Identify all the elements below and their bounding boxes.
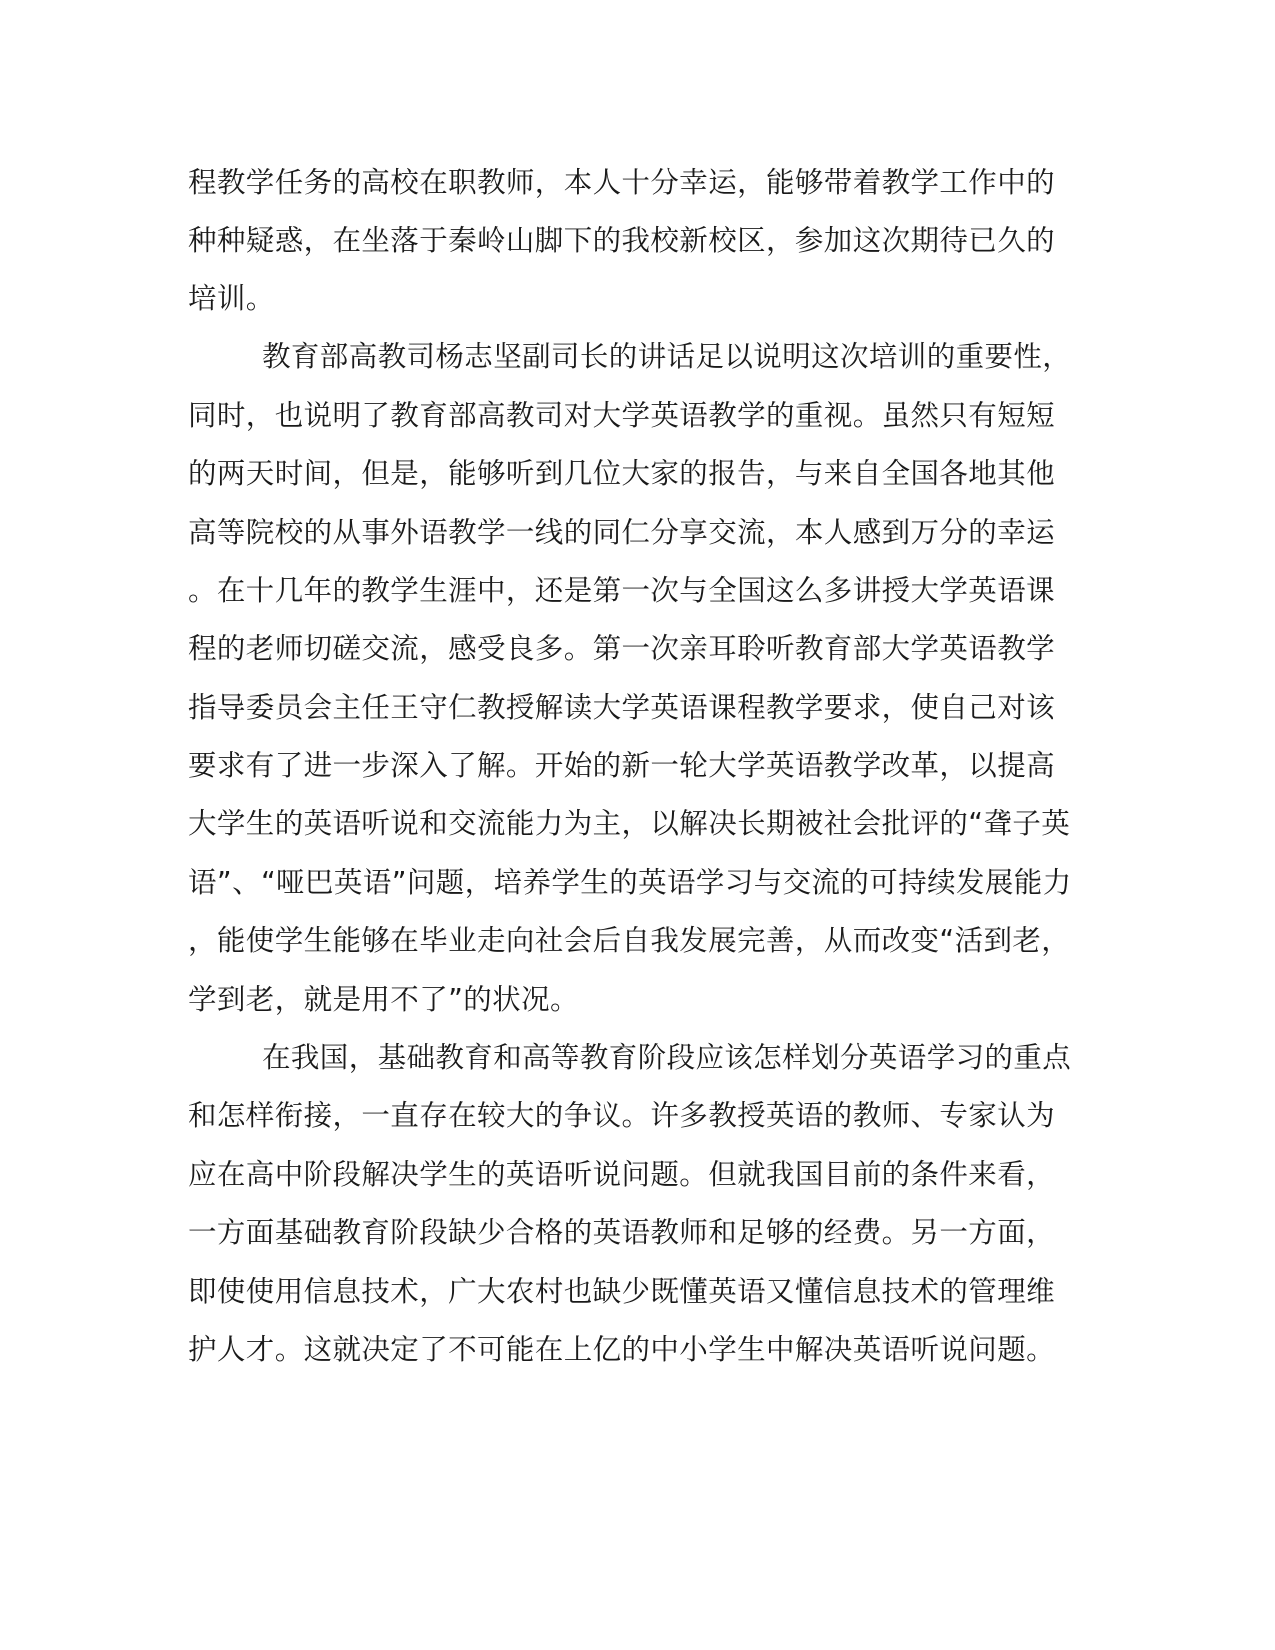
paragraph-line: 在我国，基础教育和高等教育阶段应该怎样划分英语学习的重点 <box>262 1041 1072 1074</box>
paragraph-line: 高等院校的从事外语教学一线的同仁分享交流，本人感到万分的幸运 <box>188 516 1056 549</box>
paragraph-line: 培训。 <box>188 282 275 315</box>
paragraph-line: 教育部高教司杨志坚副司长的讲话足以说明这次培训的重要性， <box>262 340 1072 373</box>
paragraph-line: 的两天时间，但是，能够听到几位大家的报告，与来自全国各地其他 <box>188 457 1056 490</box>
paragraph-line: 一方面基础教育阶段缺少合格的英语教师和足够的经费。另一方面， <box>188 1216 1056 1249</box>
paragraph-line: 和怎样衔接，一直存在较大的争议。许多教授英语的教师、专家认为 <box>188 1099 1056 1132</box>
paragraph-line: 要求有了进一步深入了解。开始的新一轮大学英语教学改革，以提高 <box>188 749 1056 782</box>
paragraph-line: 指导委员会主任王守仁教授解读大学英语课程教学要求，使自己对该 <box>188 691 1056 724</box>
paragraph-line: 程教学任务的高校在职教师，本人十分幸运，能够带着教学工作中的 <box>188 166 1056 199</box>
paragraph-line: 种种疑惑，在坐落于秦岭山脚下的我校新校区，参加这次期待已久的 <box>188 224 1056 257</box>
paragraph-line: 程的老师切磋交流，感受良多。第一次亲耳聆听教育部大学英语教学 <box>188 632 1056 665</box>
paragraph-line: 同时，也说明了教育部高教司对大学英语教学的重视。虽然只有短短 <box>188 399 1056 432</box>
paragraph-line: 。在十几年的教学生涯中，还是第一次与全国这么多讲授大学英语课 <box>188 574 1056 607</box>
paragraph-line: 应在高中阶段解决学生的英语听说问题。但就我国目前的条件来看， <box>188 1158 1056 1191</box>
paragraph-line: 大学生的英语听说和交流能力为主，以解决长期被社会批评的“聋子英 <box>188 807 1071 840</box>
paragraph-line: ，能使学生能够在毕业走向社会后自我发展完善，从而改变“活到老， <box>188 924 1071 957</box>
paragraph-line: 护人才。这就决定了不可能在上亿的中小学生中解决英语听说问题。 <box>188 1333 1056 1366</box>
paragraph-line: 学到老，就是用不了”的状况。 <box>188 983 579 1016</box>
paragraph-line: 即使使用信息技术，广大农村也缺少既懂英语又懂信息技术的管理维 <box>188 1275 1056 1308</box>
paragraph-line: 语”、“哑巴英语”问题，培养学生的英语学习与交流的可持续发展能力 <box>188 866 1072 899</box>
